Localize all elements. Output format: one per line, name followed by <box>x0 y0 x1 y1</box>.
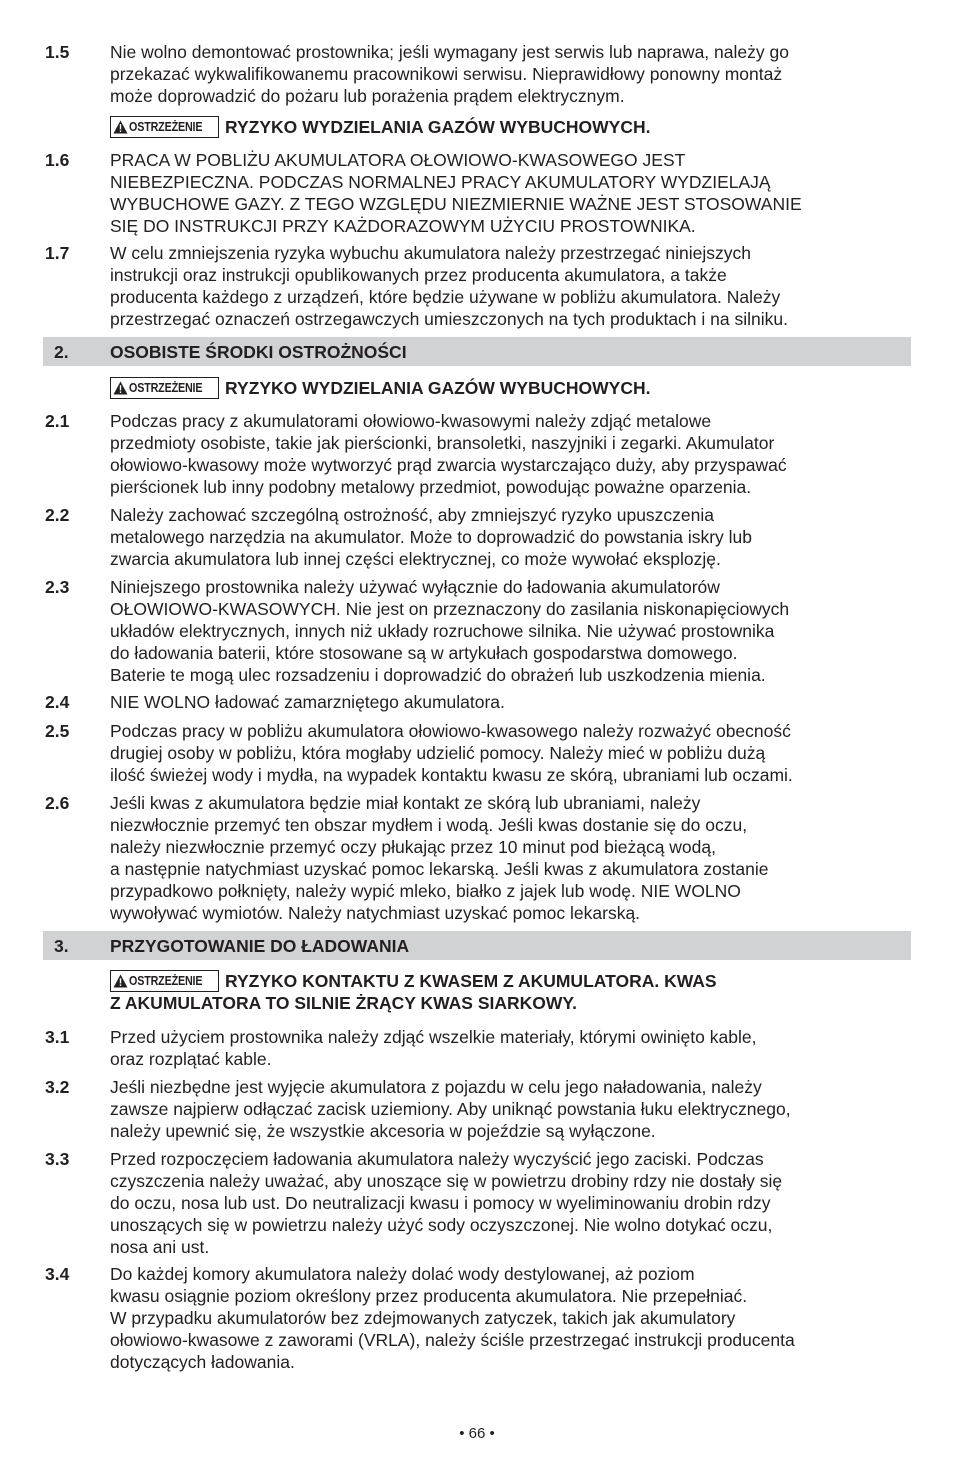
item-text: Przed rozpoczęciem ładowania akumulatora należy wyczyścić jego zaciski. Podczas czyszczenia należy uważać, aby unoszące się w powietrzu drobiny rdzy nie dostały się do oczu, nosa lub ust. Do neutralizacji kwasu i pomocy w wyeliminowaniu drobin rdzy unoszących się w powietrzu należy użyć sody oczyszczonej. Nie wolno dotykać oczu, nosa ani ust. <box>110 1149 783 1257</box>
warning-explosive-gases-1 <box>110 116 922 138</box>
item-number: 3.2 <box>45 1077 70 1097</box>
item-text: Przed użyciem prostownika należy zdjąć wszelkie materiały, którymi owinięto kable, oraz rozplątać kable. <box>110 1027 757 1069</box>
item-number: 1.5 <box>45 42 70 62</box>
section-header-3 <box>43 931 911 960</box>
section-title: OSOBISTE ŚRODKI OSTROŻNOŚCI <box>110 342 407 362</box>
item-number: 2.4 <box>45 692 70 712</box>
item-text: NIE WOLNO ładować zamarzniętego akumulatora. <box>110 692 505 712</box>
warning-explosive-gases-2 <box>110 377 922 399</box>
item-number: 2.6 <box>45 793 70 813</box>
warning-badge-label: OSTRZEŻENIE <box>129 974 203 988</box>
section-header-2 <box>43 337 911 366</box>
section-number: 3. <box>54 936 69 956</box>
item-text: PRACA W POBLIŻU AKUMULATORA OŁOWIOWO-KWASOWEGO JEST NIEBEZPIECZNA. PODCZAS NORMALNEJ PRACY AKUMULATORY WYDZIELAJĄ WYBUCHOWE GAZY. Z TEGO WZGLĘDU NIEZMIERNIE WAŻNE JEST STOSOWANIE SIĘ DO INSTRUKCJI PRZY KAŻDORAZOWYM UŻYCIU PROSTOWNIKA. <box>110 150 802 236</box>
item-number: 1.6 <box>45 150 70 170</box>
warning-battery-acid <box>110 970 922 1014</box>
item-text: Jeśli kwas z akumulatora będzie miał kontakt ze skórą lub ubraniami, należy niezwłocznie przemyć ten obszar mydłem i wodą. Jeśli kwas dostanie się do oczu, należy niezwłocznie przemyć oczy płukając przez 10 minut pod bieżącą wodą, a następnie natychmiast uzyskać pomoc lekarską. Jeśli kwas z akumulatora zostanie przypadkowo połknięty, należy wypić mleko, białko z jajek lub wodę. NIE WOLNO wywoływać wymiotów. Należy natychmiast uzyskać pomoc lekarską. <box>110 793 769 923</box>
item-number: 2.1 <box>45 411 70 431</box>
warning-triangle-icon <box>113 120 128 134</box>
warning-badge <box>110 970 219 992</box>
item-number: 2.2 <box>45 505 70 525</box>
item-text: Należy zachować szczególną ostrożność, aby zmniejszyć ryzyko upuszczenia metalowego narzędzia na akumulator. Może to doprowadzić do powstania iskry lub zwarcia akumulatora lub innej części elektrycznej, co może wywołać eksplozję. <box>110 505 753 569</box>
warning-badge-label: OSTRZEŻENIE <box>129 120 203 134</box>
section-number: 2. <box>54 342 69 362</box>
item-text: Jeśli niezbędne jest wyjęcie akumulatora z pojazdu w celu jego naładowania, należy zawsze najpierw odłączać zacisk uziemiony. Aby uniknąć powstania łuku elektrycznego, należy upewnić się, że wszystkie akcesoria w pojeździe są wyłączone. <box>110 1077 791 1141</box>
item-text: Niniejszego prostownika należy używać wyłącznie do ładowania akumulatorów OŁOWIOWO-KWASOWYCH. Nie jest on przeznaczony do zasilania niskonapięciowych układów elektrycznych, innych niż układy rozruchowe silnika. Nie używać prostownika do ładowania baterii, które stosowane są w artykułach gospodarstwa domowego. Baterie te mogą ulec rozsadzeniu i doprowadzić do obrażeń lub uszkodzenia mienia. <box>110 577 790 685</box>
warning-text: RYZYKO KONTAKTU Z KWASEM Z AKUMULATORA. KWAS Z AKUMULATORA TO SILNIE ŻRĄCY KWAS SIARKOWY. <box>110 971 717 1013</box>
warning-text: RYZYKO WYDZIELANIA GAZÓW WYBUCHOWYCH. <box>225 378 651 398</box>
warning-badge <box>110 377 219 399</box>
item-number: 3.1 <box>45 1027 70 1047</box>
item-number: 1.7 <box>45 243 70 263</box>
item-text: Podczas pracy w pobliżu akumulatora ołowiowo-kwasowego należy rozważyć obecność drugiej osoby w pobliżu, która mogłaby udzielić pomocy. Należy mieć w pobliżu dużą ilość świeżej wody i mydła, na wypadek kontaktu kwasu ze skórą, ubraniami lub oczami. <box>110 721 793 785</box>
item-text: Podczas pracy z akumulatorami ołowiowo-kwasowymi należy zdjąć metalowe przedmioty osobiste, takie jak pierścionki, bransoletki, naszyjniki i zegarki. Akumulator ołowiowo-kwasowy może wytworzyć prąd zwarcia wystarczająco duży, aby przyspawać pierścionek lub inny podobny metalowy przedmiot, powodując poważne oparzenia. <box>110 411 787 497</box>
warning-badge <box>110 116 219 138</box>
warning-triangle-icon <box>113 974 128 988</box>
item-text: Nie wolno demontować prostownika; jeśli wymagany jest serwis lub naprawa, należy go przekazać wykwalifikowanemu pracownikowi serwisu. Nieprawidłowy ponowny montaż może doprowadzić do pożaru lub porażenia prądem elektrycznym. <box>110 42 789 106</box>
item-text: Do każdej komory akumulatora należy dolać wody destylowanej, aż poziom kwasu osiągnie poziom określony przez producenta akumulatora. Nie przepełniać. W przypadku akumulatorów bez zdejmowanych zatyczek, takich jak akumulatory ołowiowo-kwasowe z zaworami (VRLA), należy ściśle przestrzegać instrukcji producenta dotyczących ładowania. <box>110 1264 795 1372</box>
item-number: 3.4 <box>45 1264 70 1284</box>
item-text: W celu zmniejszenia ryzyka wybuchu akumulatora należy przestrzegać niniejszych instrukcji oraz instrukcji opublikowanych przez producenta akumulatora, a także producenta każdego z urządzeń, które będzie używane w pobliżu akumulatora. Należy przestrzegać oznaczeń ostrzegawczych umieszczonych na tych produktach i na silniku. <box>110 243 788 329</box>
item-number: 2.3 <box>45 577 70 597</box>
warning-text: RYZYKO WYDZIELANIA GAZÓW WYBUCHOWYCH. <box>225 117 651 137</box>
item-number: 3.3 <box>45 1149 70 1169</box>
section-title: PRZYGOTOWANIE DO ŁADOWANIA <box>110 936 410 956</box>
item-number: 2.5 <box>45 721 70 741</box>
warning-badge-label: OSTRZEŻENIE <box>129 381 203 395</box>
page-number: • 66 • <box>459 1425 495 1442</box>
warning-triangle-icon <box>113 381 128 395</box>
